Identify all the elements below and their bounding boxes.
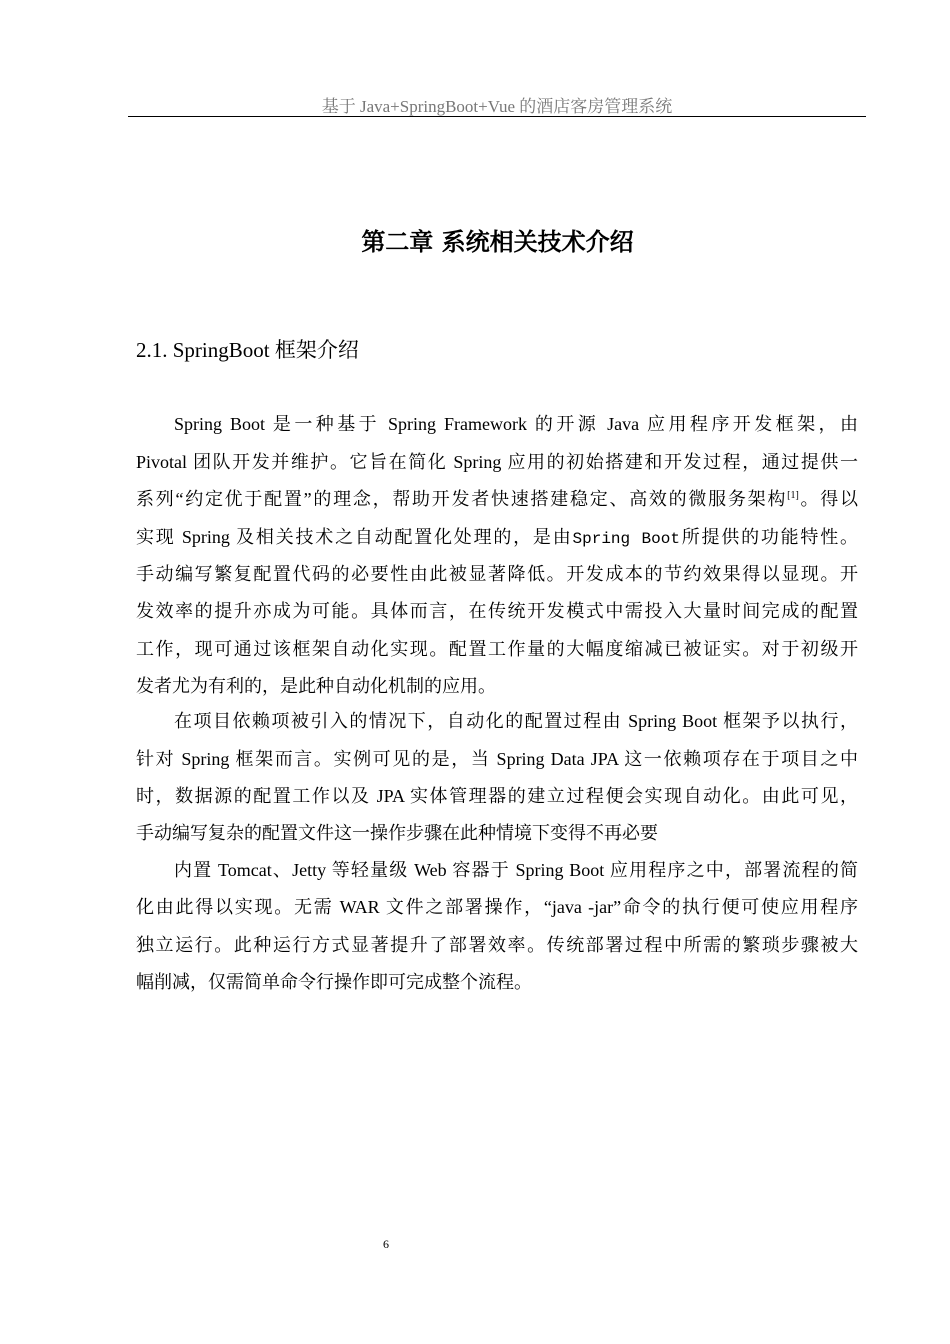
text-line: 手动编写繁复配置代码的必要性由此被显著降低。开发成本的节约效果得以显现。开 — [136, 564, 858, 584]
text-line — [136, 487, 858, 511]
section-title: 2.1. SpringBoot 框架介绍 — [136, 338, 359, 362]
text-line: 工作，现可通过该框架自动化实现。配置工作量的大幅度缩减已被证实。对于初级开 — [136, 639, 858, 659]
text-line: 发者尤为有利的，是此种自动化机制的应用。 — [136, 676, 496, 696]
text-segment: 。得以 — [798, 489, 858, 509]
text-segment: 所提供的功能特性。 — [679, 527, 858, 547]
text-line: 在项目依赖项被引入的情况下，自动化的配置过程由 Spring Boot 框架予以执行， — [174, 711, 858, 731]
text-line: Spring Boot 是一种基于 Spring Framework 的开源 Java 应用程序开发框架，由 — [174, 414, 858, 434]
text-line: 内置 Tomcat、Jetty 等轻量级 Web 容器于 Spring Boot 应用程序之中，部署流程的简 — [174, 860, 858, 880]
text-segment: 实现 Spring 及相关技术之自动配置化处理的，是由 — [136, 527, 573, 547]
running-header: 基于 Java+SpringBoot+Vue 的酒店客房管理系统 — [321, 97, 673, 116]
citation-reference[interactable]: [1] — [787, 490, 799, 501]
header-rule — [128, 116, 866, 117]
text-line: 手动编写复杂的配置文件这一操作步骤在此种情境下变得不再必要 — [136, 823, 658, 843]
text-segment: 系列“约定优于配置”的理念，帮助开发者快速搭建稳定、高效的微服务架构 — [136, 489, 788, 509]
code-text: Spring Boot — [572, 530, 680, 548]
text-line: 时，数据源的配置工作以及 JPA 实体管理器的建立过程便会实现自动化。由此可见， — [136, 786, 858, 806]
text-line — [136, 525, 858, 551]
text-line: 针对 Spring 框架而言。实例可见的是，当 Spring Data JPA 这一依赖项存在于项目之中 — [136, 749, 858, 769]
text-line: Pivotal 团队开发并维护。它旨在简化 Spring 应用的初始搭建和开发过程，通过提供一 — [136, 452, 858, 472]
page-number: 6 — [383, 1237, 389, 1251]
text-line: 化由此得以实现。无需 WAR 文件之部署操作，“java -jar”命令的执行便可使应用程序 — [136, 897, 858, 917]
chapter-title: 第二章 系统相关技术介绍 — [361, 228, 634, 256]
text-line: 发效率的提升亦成为可能。具体而言，在传统开发模式中需投入大量时间完成的配置 — [136, 601, 858, 621]
text-line: 幅削减，仅需简单命令行操作即可完成整个流程。 — [136, 972, 532, 992]
text-line: 独立运行。此种运行方式显著提升了部署效率。传统部署过程中所需的繁琐步骤被大 — [136, 935, 858, 955]
